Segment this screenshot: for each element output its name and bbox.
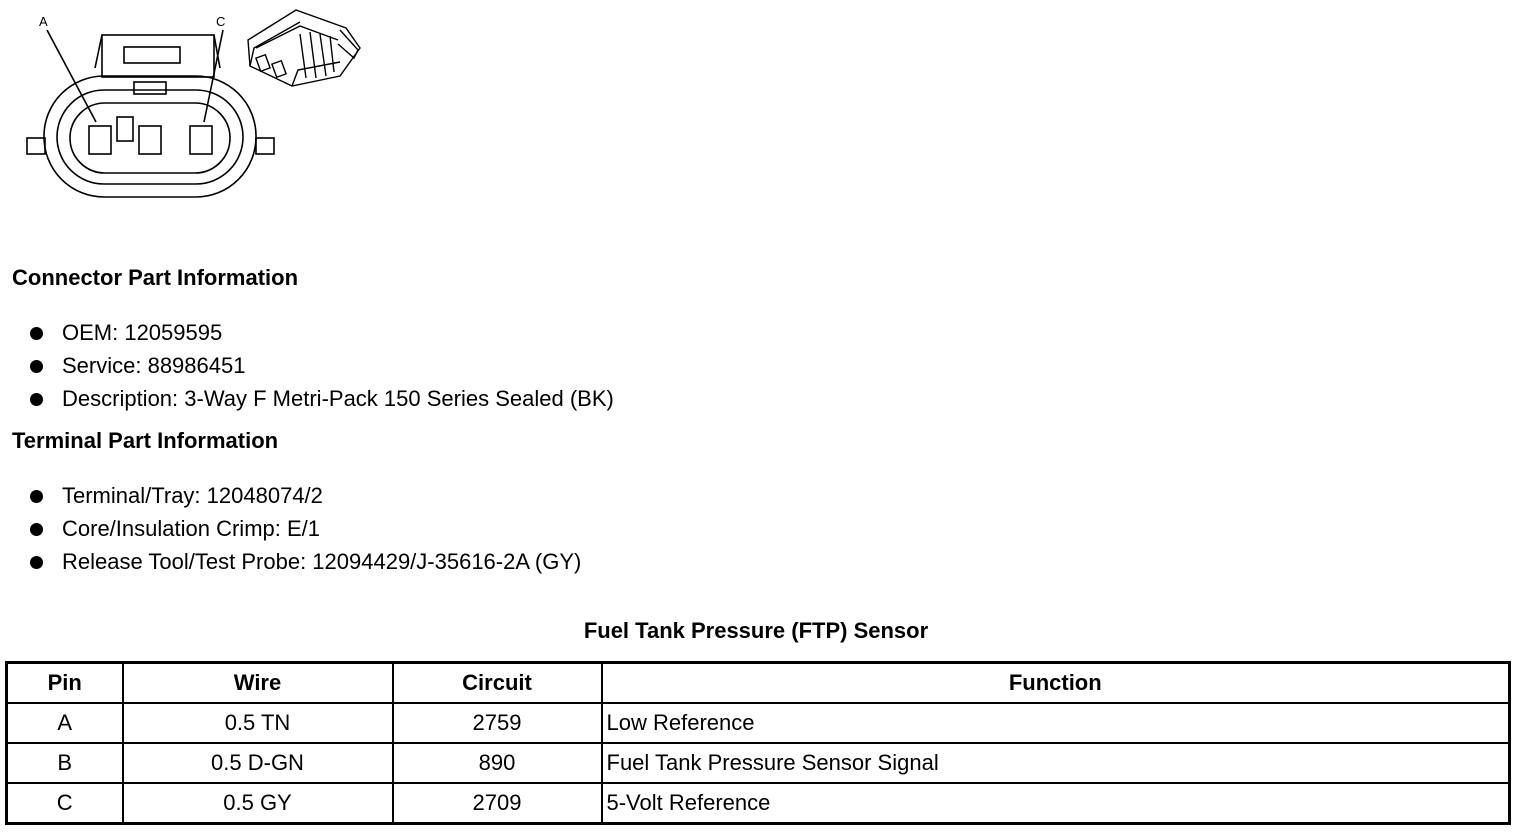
connector-info-heading: Connector Part Information <box>12 265 299 290</box>
list-item: Description: 3-Way F Metri-Pack 150 Series Sealed (BK) <box>30 386 614 419</box>
list-item: Terminal/Tray: 12048074/2 <box>30 483 581 516</box>
cell-wire: 0.5 D-GN <box>123 743 393 783</box>
cell-circuit: 2709 <box>393 783 602 824</box>
list-item: Release Tool/Test Probe: 12094429/J-35616-2A (GY) <box>30 549 581 582</box>
cell-pin: C <box>7 783 123 824</box>
terminal-info-heading: Terminal Part Information <box>12 428 279 453</box>
cell-circuit: 890 <box>393 743 602 783</box>
connector-3d-view <box>248 10 360 86</box>
connector-diagram <box>0 0 380 215</box>
cell-wire: 0.5 TN <box>123 703 393 743</box>
list-item: Core/Insulation Crimp: E/1 <box>30 516 581 549</box>
connector-face-drawing <box>0 0 380 215</box>
header-circuit: Circuit <box>393 663 602 704</box>
table-title: Fuel Tank Pressure (FTP) Sensor <box>583 618 929 643</box>
cell-pin: A <box>7 703 123 743</box>
header-wire: Wire <box>123 663 393 704</box>
pin-c-label: C <box>216 14 226 29</box>
cell-circuit: 2759 <box>393 703 602 743</box>
terminal-info-list <box>30 483 581 582</box>
cell-wire: 0.5 GY <box>123 783 393 824</box>
pinout-table <box>5 661 1511 825</box>
header-pin: Pin <box>7 663 123 704</box>
cell-pin: B <box>7 743 123 783</box>
pin-a-label: A <box>39 14 48 29</box>
table-row <box>7 743 1510 783</box>
table-row <box>7 783 1510 824</box>
cell-function: 5-Volt Reference <box>602 783 1510 824</box>
cell-function: Fuel Tank Pressure Sensor Signal <box>602 743 1510 783</box>
table-header-row <box>7 663 1510 704</box>
connector-info-list <box>30 320 614 419</box>
list-item: Service: 88986451 <box>30 353 614 386</box>
header-function: Function <box>602 663 1510 704</box>
list-item: OEM: 12059595 <box>30 320 614 353</box>
cell-function: Low Reference <box>602 703 1510 743</box>
table-row <box>7 703 1510 743</box>
